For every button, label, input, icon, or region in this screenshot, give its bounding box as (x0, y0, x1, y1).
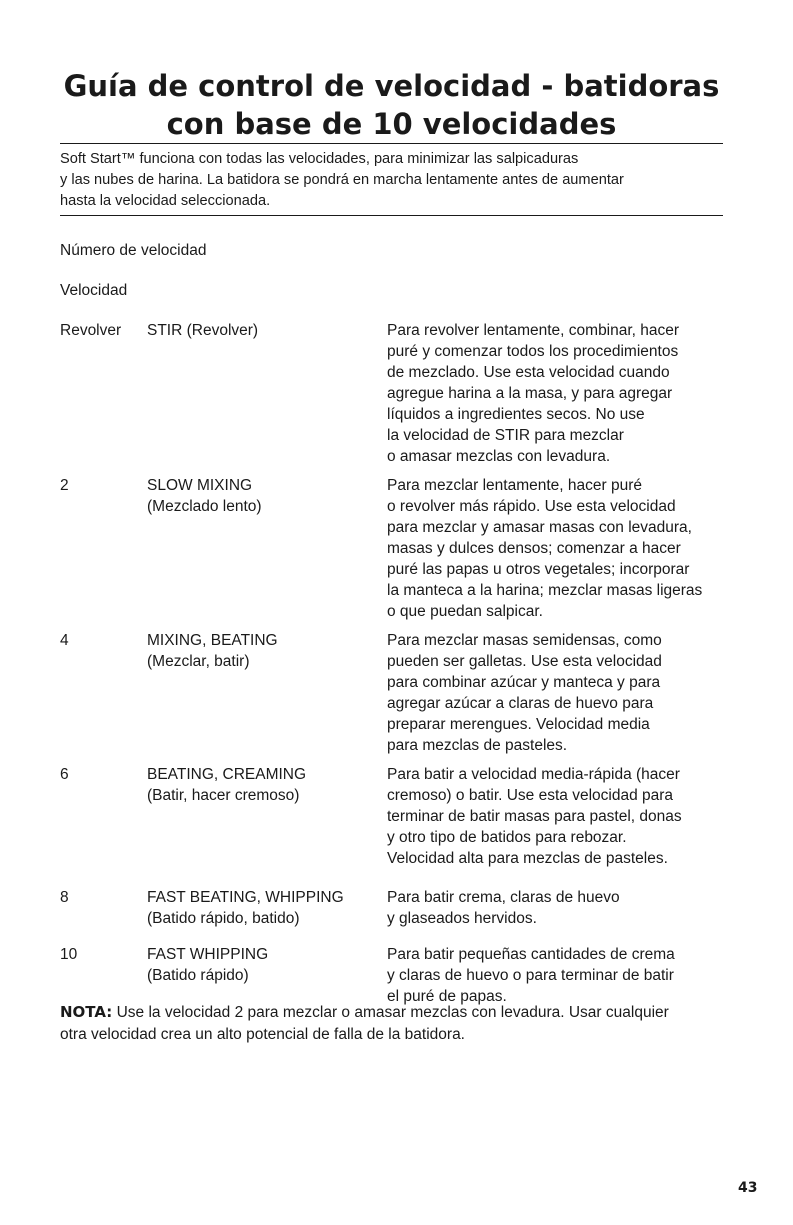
speed-name-line: (Batir, hacer cremoso) (147, 787, 300, 804)
speed-description (387, 944, 767, 1007)
speed-name (147, 320, 258, 341)
description-line: y otro tipo de batidos para rebozar. (387, 829, 627, 846)
description-line: la velocidad de STIR para mezclar (387, 427, 624, 444)
speed-name (147, 630, 278, 672)
description-line: terminar de batir masas para pastel, donas (387, 808, 682, 825)
description-line: preparar merengues. Velocidad media (387, 716, 650, 733)
speed-description (387, 630, 767, 756)
note-line (60, 1001, 740, 1024)
description-line: el puré de papas. (387, 988, 507, 1005)
note-paragraph (60, 1001, 740, 1046)
speed-name-line: (Batido rápido) (147, 967, 249, 984)
page-title-line-1: Guía de control de velocidad - batidoras (63, 69, 720, 103)
speed-name-line: BEATING, CREAMING (147, 766, 307, 783)
note-label: NOTA: (60, 1003, 113, 1021)
page-number: 43 (738, 1180, 758, 1196)
speed-name-line: STIR (Revolver) (147, 322, 259, 339)
speed-description (387, 475, 767, 622)
description-line: y claras de huevo o para terminar de batir (387, 967, 674, 984)
description-line: Para batir pequeñas cantidades de crema (387, 946, 675, 963)
description-line: Para batir a velocidad media-rápida (hacer (387, 766, 680, 783)
description-line: pueden ser galletas. Use esta velocidad (387, 653, 662, 670)
description-line: y glaseados hervidos. (387, 910, 537, 927)
description-line: Para mezclar masas semidensas, como (387, 632, 662, 649)
speed-name (147, 944, 268, 986)
description-line: o amasar mezclas con levadura. (387, 448, 611, 465)
divider-top (60, 143, 723, 144)
speed-number: 2 (60, 477, 69, 494)
description-line: la manteca a la harina; mezclar masas ligeras (387, 582, 703, 599)
description-line: Para batir crema, claras de huevo (387, 889, 620, 906)
description-line: puré y comenzar todos los procedimientos (387, 343, 679, 360)
speed-description (387, 320, 767, 467)
intro-line: hasta la velocidad seleccionada. (60, 193, 271, 209)
description-line: para mezclar y amasar masas con levadura, (387, 519, 692, 536)
page-title-line-2: con base de 10 velocidades (166, 107, 617, 141)
description-line: agregue harina a la masa, y para agregar (387, 385, 673, 402)
speed-name-line: MIXING, BEATING (147, 632, 278, 649)
description-line: agregar azúcar a claras de huevo para (387, 695, 654, 712)
description-line: o que puedan salpicar. (387, 603, 543, 620)
speed-number-header: Número de velocidad (60, 242, 207, 259)
note-text: Use la velocidad 2 para mezclar o amasar mezclas con levadura. Usar cualquier (112, 1004, 669, 1021)
description-line: para mezclas de pasteles. (387, 737, 568, 754)
intro-line: y las nubes de harina. La batidora se pondrá en marcha lentamente antes de aumentar (60, 172, 624, 188)
speed-name-line: FAST WHIPPING (147, 946, 269, 963)
speed-number: 10 (60, 946, 78, 963)
note-line: otra velocidad crea un alto potencial de falla de la batidora. (60, 1026, 465, 1043)
description-line: o revolver más rápido. Use esta velocidad (387, 498, 676, 515)
speed-number: 6 (60, 766, 69, 783)
description-line: Para mezclar lentamente, hacer puré (387, 477, 643, 494)
speed-name (147, 887, 344, 929)
speed-name (147, 764, 306, 806)
description-line: de mezclado. Use esta velocidad cuando (387, 364, 670, 381)
intro-paragraph (60, 149, 730, 212)
speed-header: Velocidad (60, 282, 128, 299)
description-line: Para revolver lentamente, combinar, hacer (387, 322, 680, 339)
description-line: líquidos a ingredientes secos. No use (387, 406, 645, 423)
speed-description (387, 764, 767, 869)
speed-number: 8 (60, 889, 69, 906)
description-line: puré las papas u otros vegetales; incorporar (387, 561, 690, 578)
speed-name-line: (Batido rápido, batido) (147, 910, 300, 927)
speed-name-line: (Mezclar, batir) (147, 653, 250, 670)
description-line: masas y dulces densos; comenzar a hacer (387, 540, 681, 557)
speed-name-line: SLOW MIXING (147, 477, 253, 494)
description-line: cremoso) o batir. Use esta velocidad para (387, 787, 674, 804)
speed-number: Revolver (60, 322, 122, 339)
speed-name (147, 475, 262, 517)
intro-line: Soft Start™ funciona con todas las velocidades, para minimizar las salpicaduras (60, 151, 579, 167)
speed-description (387, 887, 767, 929)
divider-bottom (60, 215, 723, 216)
speed-number: 4 (60, 632, 69, 649)
description-line: para combinar azúcar y manteca y para (387, 674, 661, 691)
speed-name-line: (Mezclado lento) (147, 498, 262, 515)
description-line: Velocidad alta para mezclas de pasteles. (387, 850, 668, 867)
speed-name-line: FAST BEATING, WHIPPING (147, 889, 344, 906)
